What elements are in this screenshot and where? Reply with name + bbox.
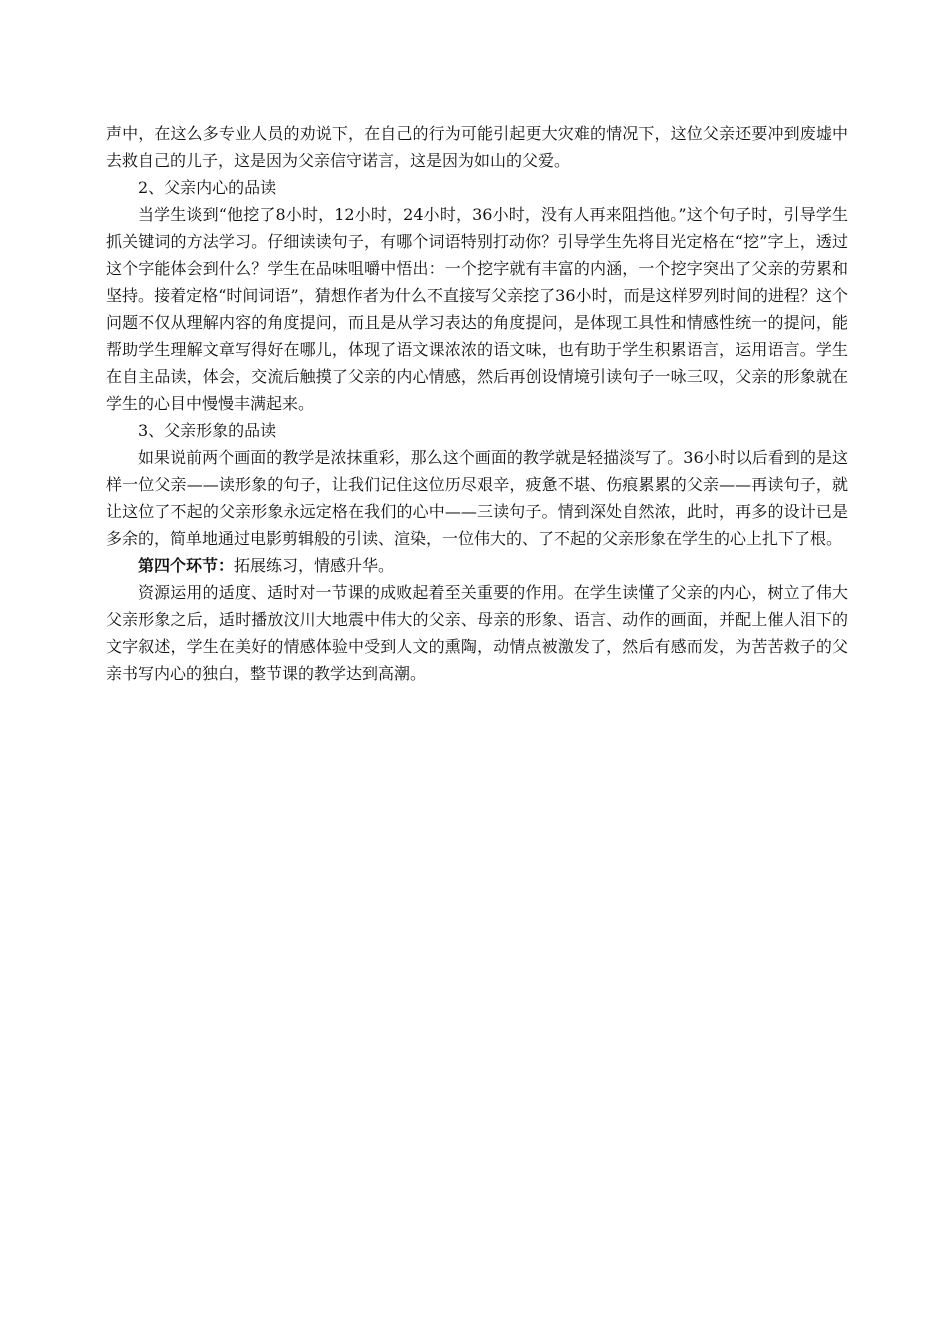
stage-four-lead: 第四个环节： [138,556,235,575]
paragraph-continuation: 声中，在这么多专业人员的劝说下，在自己的行为可能引起更大灾难的情况下，这位父亲还要冲到废墟中去救自己的儿子，这是因为父亲信守诺言，这是因为如山的父爱。 [106,124,848,170]
paragraph-father-image: 如果说前两个画面的教学是浓抹重彩，那么这个画面的教学就是轻描淡写了。36小时以后看到的是这样一位父亲——读形象的句子，让我们记住这位历尽艰辛，疲惫不堪、伤痕累累的父亲——再读句子，就让这位了不起的父亲形象永远定格在我们的心中——三读句子。情到深处自然浓，此时，再多的设计已是多余的，简单地通过电影剪辑般的引读、渲染，一位伟大的、了不起的父亲形象在学生的心上扎下了根。 [106,448,848,548]
paragraph-father-inner: 当学生谈到“他挖了8小时，12小时，24小时，36小时，没有人再来阻挡他。”这个句子时，引导学生抓关键词的方法学习。仔细读读句子，有哪个词语特别打动你？引导学生先将目光定格在“挖”字上，透过这个字能体会到什么？学生在品味咀嚼中悟出：一个挖字就有丰富的内涵，一个挖字突出了父亲的劳累和坚持。接着定格“时间词语”，猜想作者为什么不直接写父亲挖了36小时，而是这样罗列时间的进程？这个问题不仅从理解内容的角度提问，而且是从学习表达的角度提问，是体现工具性和情感性统一的提问，能帮助学生理解文章写得好在哪儿，体现了语文课浓浓的语文味，也有助于学生积累语言，运用语言。学生在自主品读，体会，交流后触摸了父亲的内心情感，然后再创设情境引读句子一咏三叹，父亲的形象就在学生的心目中慢慢丰满起来。 [106,205,848,413]
paragraph-resource-use: 资源运用的适度、适时对一节课的成败起着至关重要的作用。在学生读懂了父亲的内心，树立了伟大父亲形象之后，适时播放汶川大地震中伟大的父亲、母亲的形象、语言、动作的画面，并配上催人泪下的文字叙述，学生在美好的情感体验中受到人文的熏陶，动情点被激发了，然后有感而发，为苦苦救子的父亲书写内心的独白，整节课的教学达到高潮。 [106,583,848,683]
section-heading-stage-four [106,552,848,579]
document-page [106,120,848,687]
section-heading-father-image: 3、父亲形象的品读 [138,421,277,440]
stage-four-title: 拓展练习，情感升华。 [234,556,395,575]
section-heading-father-inner: 2、父亲内心的品读 [138,178,277,197]
